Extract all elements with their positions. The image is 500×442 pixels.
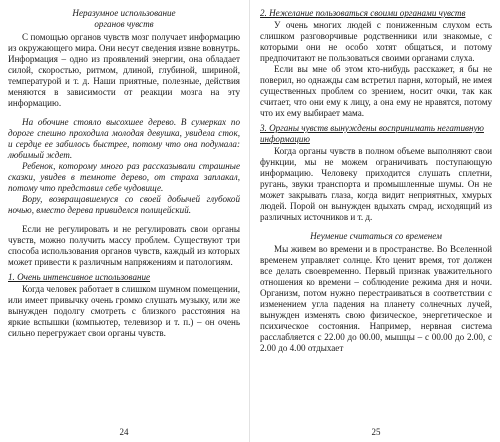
gutter xyxy=(249,0,250,442)
page-left xyxy=(8,8,240,438)
paragraph: Если не регулировать и не регулировать свои органы чувств, можно получить массу проблем. Существуют три способа использования органов чувств, каждый из которых может привести к различным напряжениям и патологиям. xyxy=(8,224,240,267)
section-heading: Неумение считаться со временем xyxy=(310,231,442,241)
story-paragraph: Ребенок, которому много раз рассказывали страшные сказки, увидев в темноте дерево, от страха заплакал, потому что представил себе чудовище. xyxy=(8,161,240,193)
story-paragraph: На обочине стояло высохшее дерево. В сумерках по дороге спешно проходила молодая девушка, увидела сток, и сердце ее забилось быстрее, потому что она подумала: любимый ждет. xyxy=(8,117,240,160)
heading-line: Неразумное использование xyxy=(72,8,176,18)
subheading: 1. Очень интенсивное использование xyxy=(8,272,151,282)
page-number: 24 xyxy=(119,427,129,437)
subheading: 2. Нежелание пользоваться своими органами чувств xyxy=(260,8,466,18)
paragraph: Если вы мне об этом кто-нибудь расскажет, я бы не поверил, но однажды сам встретил парня, который, не имея существенных проблем со зрением, носит очки, так как считает, что они ему к лицу, а она ему не нравятся, потому что их ему выбирает мама. xyxy=(260,64,492,118)
paragraph: Когда органы чувств в полном объеме выполняют свои функции, мы не можем ограничивать поступающую информацию. Человеку приходится слушать сплетни, ругань, звуки транспорта и промышленные шумы. Он не может закрывать глаза, когда видит неприятных, хмурых людей. Порой он вынужден вдыхать смрад, исходящий из различных источников и т. д. xyxy=(260,146,492,222)
heading-line: органов чувств xyxy=(94,19,154,29)
section-heading xyxy=(8,8,240,30)
page-right xyxy=(260,8,492,438)
paragraph: У очень многих людей с пониженным слухом есть слишком разговорчивые родственники или знакомые, с которыми они не особо хотят общаться, и потому предпочитают не пользоваться своими органами слуха. xyxy=(260,20,492,63)
story-paragraph: Вору, возвращавшемуся со своей добычей глубокой ночью, вместо дерева привиделся полицейский. xyxy=(8,194,240,215)
paragraph: Мы живем во времени и в пространстве. Во Вселенной временем управляет солнце. Кто ценит время, тот должен все делать своевременно. Первый признак уважительного отношения ко времени – соблюдение режима дня и ночи. Организм, потом нужно перестраиваться в соответствии с изменением угла падения на планету солнечных лучей, вынужден изменять свою физическое, энергетическое и психическое состояния. Например, нервная система расслабляется с 22.00 до 00.00, мышцы – с 00.00 до 2.00, с 2.00 до 4.00 отдыхает xyxy=(260,244,492,353)
paragraph: Когда человек работает в слишком шумном помещении, или имеет привычку очень громко слушать музыку, или же вынужден подолгу смотреть с близкого расстояния на яркие вспышки (компьютер, телевизор и т. п.) – он очень сильно перегружает свои органы чувств. xyxy=(8,284,240,338)
page-number: 25 xyxy=(371,427,381,437)
subheading: 3. Органы чувств вынуждены воспринимать негативную информацию xyxy=(260,123,484,144)
paragraph: С помощью органов чувств мозг получает информацию из окружающего мира. Они несут сведения извне вовнутрь. Информация – одно из проявлений энергии, она обладает силой, скоростью, ритмом, длиной, глубиной, шириной, температурой и т. д. Наши приятные, полезные, действия меняются в зависимости от реакции мозга на эту информацию. xyxy=(8,32,240,108)
